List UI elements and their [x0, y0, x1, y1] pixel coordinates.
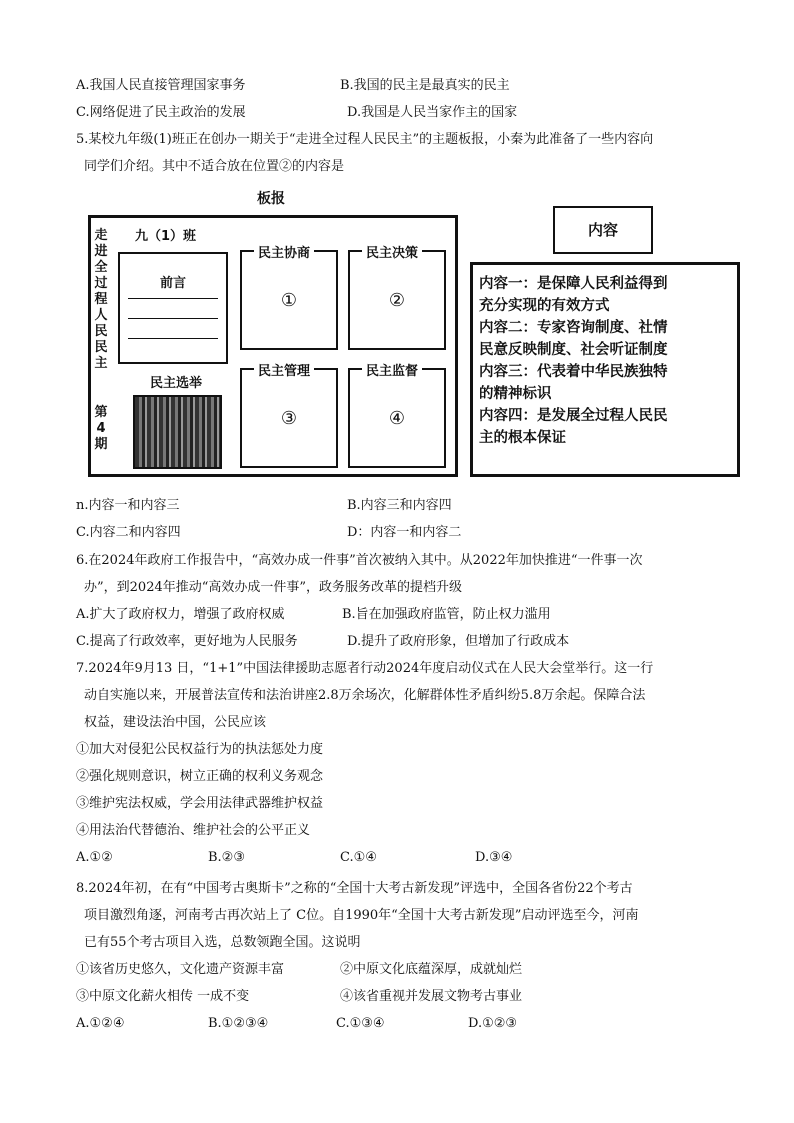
content-line: 充分实现的有效方式 [479, 298, 610, 314]
slot-2-number: ② [388, 290, 406, 311]
q7-option-b: B.②③ [208, 850, 245, 865]
q7-item-3: ③维护宪法权威，学会用法律武器维护权益 [76, 796, 324, 811]
q7-stem-line3: 权益，建设法治中国，公民应该 [84, 715, 267, 730]
slot-4-number: ④ [388, 408, 406, 429]
slot-2-label: 民主决策 [362, 242, 422, 261]
q7-item-2: ②强化规则意识，树立正确的权利义务观念 [76, 769, 324, 784]
q4-option-c: C.网络促进了民主政治的发展 [76, 105, 246, 120]
q8-stem-line3: 已有55个考古项目入选，总数领跑全国。这说明 [84, 935, 361, 950]
q5-option-d: D：内容一和内容二 [347, 525, 462, 540]
board-slot-2 [348, 246, 446, 350]
slot-3-number: ③ [280, 408, 298, 429]
q6-option-d: D.提升了政府形象，但增加了行政成本 [347, 634, 570, 649]
content-line: 主的根本保证 [479, 430, 566, 446]
q8-item-1: ①该省历史悠久，文化遗产资源丰富 [76, 962, 285, 977]
preface-rule-3 [128, 338, 218, 339]
q8-option-b: B.①②③④ [208, 1016, 269, 1031]
q6-option-c: C.提高了行政效率，更好地为人民服务 [76, 634, 298, 649]
preface-rule-1 [128, 298, 218, 299]
content-line: 内容二：专家咨询制度、社情 [479, 320, 668, 336]
board-issue-number: 第4期 [94, 405, 108, 452]
board-side-title: 走进全过程人民民主 [94, 228, 108, 371]
q5-stem-line2: 同学们介绍。其中不适合放在位置②的内容是 [84, 159, 345, 174]
q7-stem-line1: 7.2024年9月13 日，“1+1”中国法律援助志愿者行动2024年度启动仪式在人民大会堂举行。这一行 [76, 661, 654, 676]
slot-1-number: ① [280, 290, 298, 311]
q7-option-c: C.①④ [340, 850, 377, 865]
q5-option-a: n.内容一和内容三 [76, 498, 180, 513]
content-title: 内容 [553, 206, 653, 254]
preface-box [118, 252, 228, 364]
q7-stem-line2: 动自实施以来，开展普法宣传和法治讲座2.8万余场次，化解群体性矛盾纠纷5.8万余起。保障合法 [84, 688, 646, 703]
q8-item-4: ④该省重视并发展文物考古事业 [340, 989, 523, 1004]
q4-option-a: A.我国人民直接管理国家事务 [76, 78, 246, 93]
q6-option-b: B.旨在加强政府监管，防止权力滥用 [342, 607, 551, 622]
q8-item-3: ③中原文化薪火相传 一成不变 [76, 989, 250, 1004]
slot-1-label: 民主协商 [254, 242, 314, 261]
q8-option-c: C.①③④ [336, 1016, 385, 1031]
content-line: 的精神标识 [479, 386, 552, 402]
preface-label: 前言 [159, 276, 186, 291]
q8-stem-line2: 项目激烈角逐，河南考古再次站上了 C位。自1990年“全国十大考古新发现”启动评选至今，河南 [84, 908, 639, 923]
content-line: 内容四：是发展全过程人民民 [479, 408, 668, 424]
content-list [470, 262, 740, 477]
q7-option-d: D.③④ [475, 850, 513, 865]
content-line: 内容三：代表着中华民族独特 [479, 364, 668, 380]
board-slot-3 [240, 364, 338, 468]
board-title: 板报 [257, 191, 285, 207]
slot-3-label: 民主管理 [254, 360, 314, 379]
board-slot-4 [348, 364, 446, 468]
q6-stem-line2: 办”，到2024年推动“高效办成一件事”，政务服务改革的提档升级 [84, 580, 463, 595]
q7-item-1: ①加大对侵犯公民权益行为的执法惩处力度 [76, 742, 324, 757]
content-line: 民意反映制度、社会听证制度 [479, 342, 668, 358]
q8-stem-line1: 8.2024年初，在有“中国考古奥斯卡”之称的“全国十大考古新发现”评选中，全国各省份22个考古 [76, 881, 633, 896]
preface-rule-2 [128, 318, 218, 319]
q8-item-2: ②中原文化底蕴深厚，成就灿烂 [340, 962, 523, 977]
election-photo [133, 395, 222, 469]
q6-option-a: A.扩大了政府权力，增强了政府权威 [76, 607, 285, 622]
q5-stem-line1: 5.某校九年级(1)班正在创办一期关于“走进全过程人民民主”的主题板报，小秦为此准备了一些内容向 [76, 132, 654, 147]
q4-option-d: D.我国是人民当家作主的国家 [347, 105, 518, 120]
class-label: 九（1）班 [135, 229, 197, 244]
q8-option-d: D.①②③ [468, 1016, 518, 1031]
election-label: 民主选举 [150, 376, 203, 391]
q5-option-b: B.内容三和内容四 [347, 498, 452, 513]
content-line: 内容一：是保障人民利益得到 [479, 276, 668, 292]
q7-item-4: ④用法治代替德治、维护社会的公平正义 [76, 823, 311, 838]
q8-option-a: A.①②④ [76, 1016, 125, 1031]
q5-option-c: C.内容二和内容四 [76, 525, 181, 540]
q4-option-b: B.我国的民主是最真实的民主 [340, 78, 510, 93]
q6-stem-line1: 6.在2024年政府工作报告中，“高效办成一件事”首次被纳入其中。从2022年加快推进“一件事一次 [76, 553, 643, 568]
board-slot-1 [240, 246, 338, 350]
q7-option-a: A.①② [76, 850, 113, 865]
slot-4-label: 民主监督 [362, 360, 422, 379]
